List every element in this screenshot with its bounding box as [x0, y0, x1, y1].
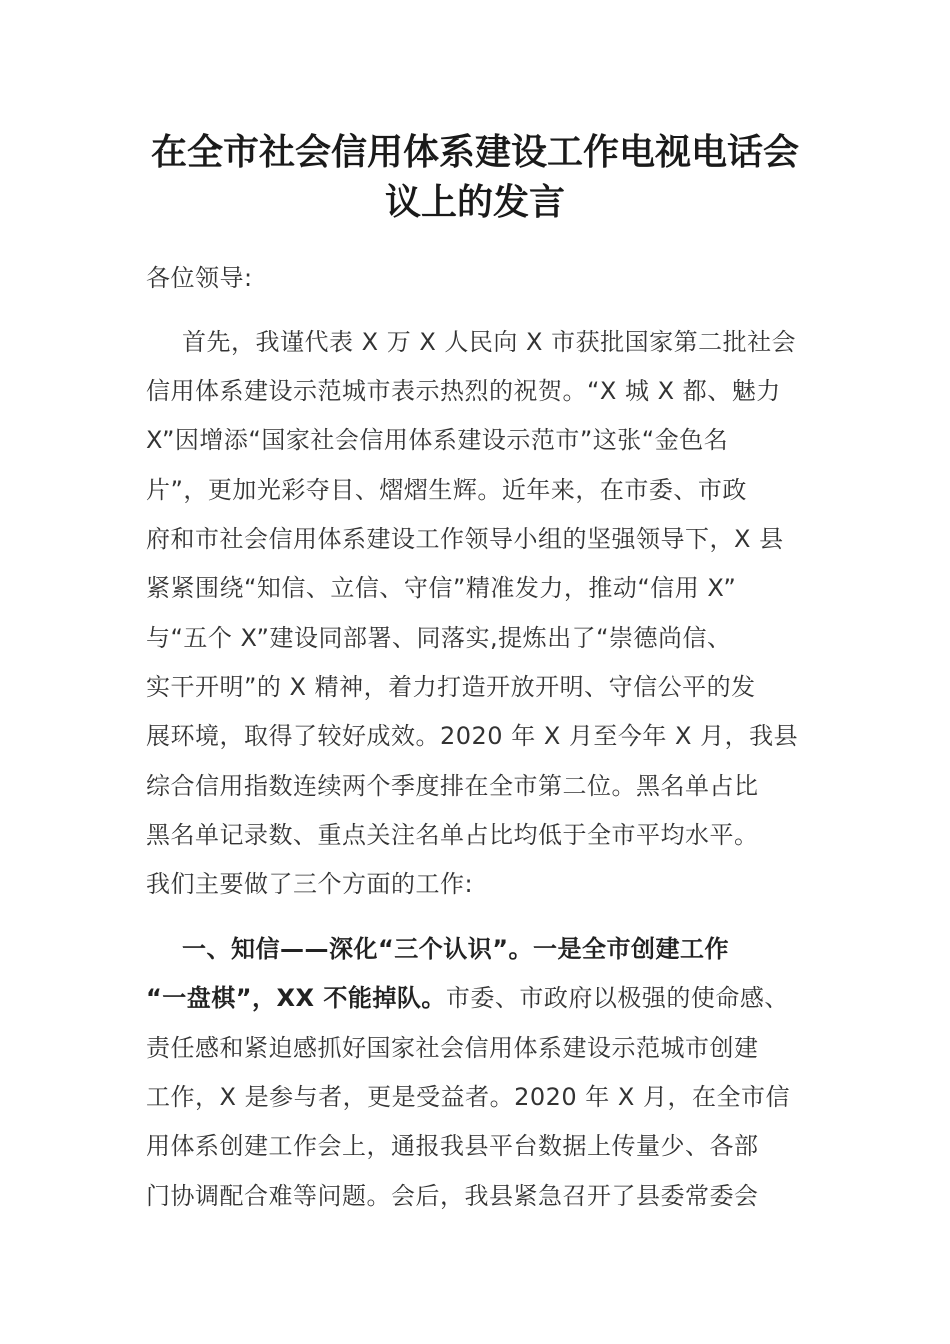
document-title-line-1: 在全市社会信用体系建设工作电视电话会: [150, 131, 799, 173]
section-1-heading-rest: 市委、市政府以极强的使命感、: [445, 984, 789, 1012]
document-title-line-2: 议上的发言: [384, 181, 565, 223]
paragraph-2-line-2: 工作，X 是参与者，更是受益者。2020 年 X 月，在全市信: [146, 1083, 790, 1111]
paragraph-1-line-7: 与“五个 X”建设同部署、同落实,提炼出了“崇德尚信、: [146, 624, 732, 652]
paragraph-2-line-4: 门协调配合难等问题。会后，我县紧急召开了县委常委会: [146, 1182, 759, 1210]
paragraph-1-line-6: 紧紧围绕“知信、立信、守信”精准发力，推动“信用 X”: [146, 574, 737, 602]
section-1-heading-line-2: [146, 978, 826, 1013]
paragraph-1-line-12: 我们主要做了三个方面的工作:: [146, 870, 474, 898]
paragraph-1-line-1: 首先，我谨代表 X 万 X 人民向 X 市获批国家第二批社会: [182, 328, 797, 356]
paragraph-1-line-9: 展环境，取得了较好成效。2020 年 X 月至今年 X 月，我县: [146, 722, 799, 750]
paragraph-1-line-2: 信用体系建设示范城市表示热烈的祝贺。“X 城 X 都、魅力: [146, 377, 781, 405]
salutation: 各位领导:: [146, 264, 253, 292]
paragraph-1-line-4: 片”，更加光彩夺目、熠熠生辉。近年来，在市委、市政: [146, 476, 747, 504]
paragraph-1-line-5: 府和市社会信用体系建设工作领导小组的坚强领导下，X 县: [146, 525, 784, 553]
paragraph-1-line-3: X”因增添“国家社会信用体系建设示范市”这张“金色名: [146, 426, 729, 454]
paragraph-2-line-3: 用体系创建工作会上，通报我县平台数据上传量少、各部: [146, 1132, 759, 1160]
section-1-heading-line-1: 一、知信——深化“三个认识”。一是全市创建工作: [182, 935, 730, 963]
paragraph-1-line-10: 综合信用指数连续两个季度排在全市第二位。黑名单占比: [146, 772, 759, 800]
section-1-heading-bold: “一盘棋”，XX 不能掉队。: [146, 984, 446, 1012]
paragraph-1-line-11: 黑名单记录数、重点关注名单占比均低于全市平均水平。: [146, 821, 759, 849]
paragraph-2-line-1: 责任感和紧迫感抓好国家社会信用体系建设示范城市创建: [146, 1034, 759, 1062]
paragraph-1-line-8: 实干开明”的 X 精神，着力打造开放开明、守信公平的发: [146, 673, 756, 701]
